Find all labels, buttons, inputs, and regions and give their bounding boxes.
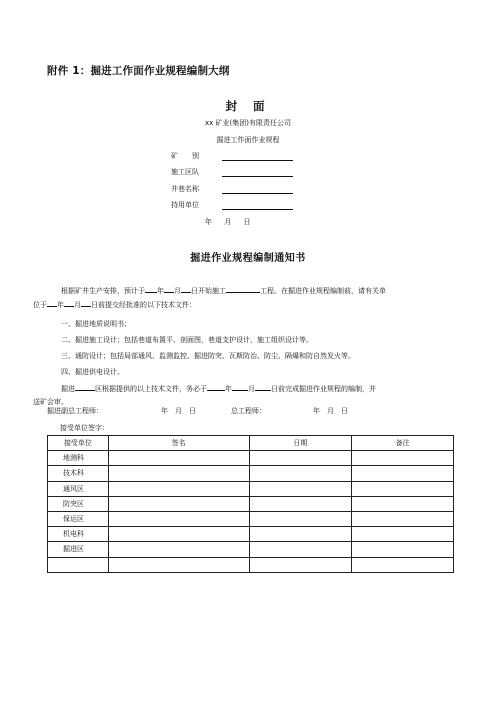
cover-field-line[interactable] <box>222 209 293 210</box>
unit-cell: 地测科 <box>48 451 109 466</box>
receive-table <box>47 435 454 573</box>
date-cell[interactable] <box>249 511 352 526</box>
unit-cell: 机电科 <box>48 527 109 542</box>
signature-cell[interactable] <box>108 511 249 526</box>
remarks-cell[interactable] <box>352 527 454 542</box>
attachment-title: 附件 1：掘进工作面作业规程编制大纲 <box>47 65 230 77</box>
notice-paragraph-2 <box>33 382 452 408</box>
date-cell[interactable] <box>249 466 352 481</box>
column-header-unit: 接受单位 <box>48 436 109 451</box>
text: 送矿会审。 <box>33 397 68 406</box>
notice-item-3: 三、通防设计；包括局部通风、监测监控、掘进防突、瓦斯防治、防尘、隔爆和防自然发火等。 <box>61 352 355 360</box>
remarks-cell[interactable] <box>352 481 454 496</box>
blank[interactable] <box>47 298 57 307</box>
column-header-signature: 签名 <box>108 436 249 451</box>
table-row <box>48 511 454 526</box>
deputy-engineer-date: 年 月 日 <box>161 407 196 415</box>
date-cell[interactable] <box>249 542 352 557</box>
blank[interactable] <box>81 298 91 307</box>
text: 掘进 <box>61 385 75 393</box>
cover-field-roadway <box>171 184 219 196</box>
text: 月 <box>174 287 181 295</box>
company-name: xx 矿业(集团)有限责任公司 <box>205 119 291 127</box>
table-row <box>48 557 454 572</box>
table-row <box>48 466 454 481</box>
signature-cell[interactable] <box>108 557 249 572</box>
remarks-cell[interactable] <box>352 466 454 481</box>
unit-cell: 保运区 <box>48 511 109 526</box>
table-row <box>48 496 454 511</box>
text: 工程。在掘进作业规程编制前，请有关单 <box>260 287 386 295</box>
cover-field-line[interactable] <box>222 160 293 161</box>
unit-cell: 通风区 <box>48 481 109 496</box>
deputy-engineer-label: 掘进副总工程师： <box>47 407 103 415</box>
cover-date: 年 月 日 <box>205 218 251 226</box>
signature-cell[interactable] <box>108 527 249 542</box>
table-row <box>48 527 454 542</box>
column-header-date: 日期 <box>249 436 352 451</box>
unit-cell[interactable] <box>48 557 109 572</box>
cover-title: 封 面 <box>225 99 271 113</box>
date-cell[interactable] <box>249 557 352 572</box>
signature-cell[interactable] <box>108 466 249 481</box>
cover-field-mine <box>171 151 219 163</box>
unit-cell: 掘进区 <box>48 542 109 557</box>
cover-field-label: 井巷名称 <box>171 185 199 193</box>
notice-paragraph-1 <box>33 284 452 311</box>
blank[interactable] <box>255 382 271 391</box>
signature-cell[interactable] <box>108 542 249 557</box>
cover-field-label: 施工区队 <box>171 168 199 176</box>
text: 区根据提供的以上技术文件，务必于 <box>95 385 207 393</box>
table-row <box>48 451 454 466</box>
notice-item-1: 一、掘进地质说明书； <box>61 320 131 328</box>
unit-cell: 技术科 <box>48 466 109 481</box>
blank[interactable] <box>164 284 174 293</box>
remarks-cell[interactable] <box>352 542 454 557</box>
date-cell[interactable] <box>249 527 352 542</box>
signature-cell[interactable] <box>108 481 249 496</box>
date-cell[interactable] <box>249 496 352 511</box>
text: 年 <box>225 385 232 393</box>
text: 月 <box>74 300 81 309</box>
cover-field-line[interactable] <box>222 176 293 177</box>
unit-cell: 防突区 <box>48 496 109 511</box>
column-header-remarks: 备注 <box>352 436 454 451</box>
text: 年 <box>57 300 64 309</box>
notice-item-4: 四、掘进供电设计。 <box>61 368 124 376</box>
blank[interactable] <box>232 382 248 391</box>
blank[interactable] <box>64 298 74 307</box>
text: 日前提交经批准的以下技术文件： <box>91 300 196 309</box>
text: 年 <box>157 287 164 295</box>
regulation-name: 掘进工作面作业规程 <box>216 136 280 144</box>
receive-label: 接受单位签字： <box>60 424 109 432</box>
date-cell[interactable] <box>249 481 352 496</box>
blank[interactable] <box>75 382 95 391</box>
remarks-cell[interactable] <box>352 496 454 511</box>
text: 位于 <box>33 300 47 309</box>
cover-field-team <box>171 167 219 179</box>
blank[interactable] <box>181 284 191 293</box>
cover-field-label: 矿 别 <box>171 152 199 160</box>
date-cell[interactable] <box>249 451 352 466</box>
blank[interactable] <box>207 382 225 391</box>
text: 日开始施工 <box>191 287 226 295</box>
signature-cell[interactable] <box>108 496 249 511</box>
table-header-row <box>48 436 454 451</box>
table-row <box>48 542 454 557</box>
text: 根据矿井生产安排，预计于 <box>61 287 145 295</box>
remarks-cell[interactable] <box>352 451 454 466</box>
remarks-cell[interactable] <box>352 511 454 526</box>
cover-field-line[interactable] <box>222 193 293 194</box>
notice-item-2: 二、掘进施工设计；包括巷道布置平、剖面图，巷道支护设计，施工组织设计等。 <box>61 336 313 344</box>
remarks-cell[interactable] <box>352 557 454 572</box>
cover-field-label: 持用单位 <box>171 201 199 209</box>
blank[interactable] <box>145 284 157 293</box>
chief-engineer-date: 年 月 日 <box>313 407 348 415</box>
text: 月 <box>248 385 255 393</box>
chief-engineer-label: 总工程师： <box>231 407 266 415</box>
text: 日前完成掘进作业规程的编制，并 <box>271 385 376 393</box>
signature-cell[interactable] <box>108 451 249 466</box>
blank[interactable] <box>226 284 260 293</box>
cover-field-holder <box>171 200 219 212</box>
notice-title: 掘进作业规程编制通知书 <box>190 253 306 264</box>
table-row <box>48 481 454 496</box>
